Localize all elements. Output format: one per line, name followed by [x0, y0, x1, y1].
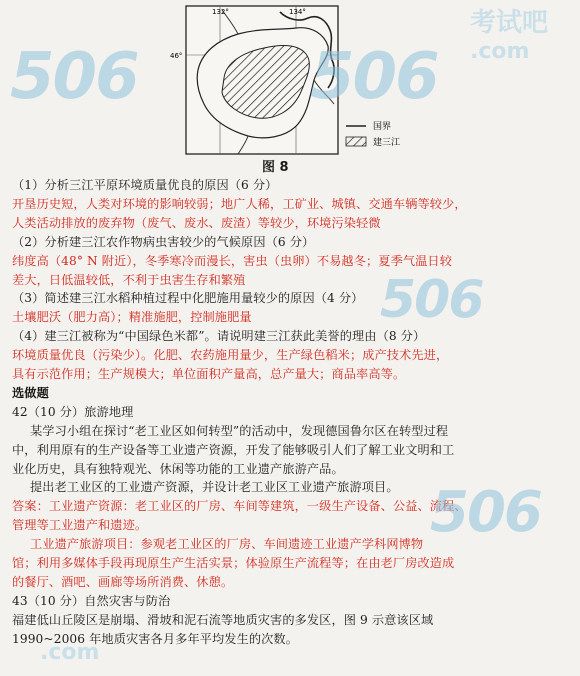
question-line: 提出老工业区的工业遗产资源，并设计老工业区工业遗产旅游项目。	[30, 480, 399, 495]
question-line: （1）分析三江平原环境质量优良的原因（6 分）	[12, 178, 278, 192]
figure-caption: 图 8	[262, 160, 289, 175]
answer-line: 馆；利用多媒体手段再现原生产生活实景；体验原生产流程等；在由老厂房改造成	[12, 556, 455, 570]
lat-label: 46°	[170, 52, 183, 60]
watermark-logo: 506	[10, 40, 138, 114]
answer-line: 管理等工业遗产和遗迹。	[12, 518, 148, 533]
question-line: 某学习小组在探讨“老工业区如何转型”的活动中，发现德国鲁尔区在转型过程	[30, 423, 449, 438]
watermark-logo: 506	[380, 270, 483, 330]
question-line: 1990~2006 年地质灾害各月多年平均发生的次数。	[12, 631, 299, 646]
lon-label-2: 134°	[289, 8, 306, 16]
watermark-logo: 506	[430, 480, 541, 545]
legend-border-label: 国界	[373, 122, 392, 132]
watermark-logo: 考试吧 .com	[470, 8, 549, 64]
question-line: （4）建三江被称为“中国绿色米都”。请说明建三江获此美誉的理由（8 分）	[12, 329, 426, 344]
lon-label-1: 132°	[212, 8, 229, 16]
watermark-logo: 506	[310, 40, 438, 114]
question-line: 业化历史，具有独特观光、休闲等功能的工业遗产旅游产品。	[12, 461, 344, 476]
question-line: 福建低山丘陵区是崩塌、滑坡和泥石流等地质灾害的多发区，图 9 示意该区域	[12, 612, 434, 627]
answer-line: 差大，日低温较低，不利于虫害生存和繁殖	[12, 272, 246, 287]
question-line: （2）分析建三江农作物病虫害较少的气候原因（6 分）	[12, 234, 315, 249]
map-figure	[168, 0, 436, 174]
answer-line: 纬度高（48° N 附近），冬季寒冷而漫长，害虫（虫卵）不易越冬；夏季气温日较	[12, 253, 453, 268]
question-line: 中，利用原有的生产设备等工业遗产资源，开发了能够吸引人们了解工业文明和工	[12, 442, 455, 457]
answer-line: 环境质量优良（污染少）。化肥、农药施用量少，生产绿色稻米；成产技术先进，	[12, 348, 449, 363]
legend-hatched-symbol	[346, 137, 366, 146]
question-line: （3）简述建三江水稻种植过程中化肥施用量较少的原因（4 分）	[12, 291, 364, 306]
watermark-logo: .com	[40, 640, 100, 665]
answer-line: 具有示范作用；生产规模大；单位面积产量高，总产量大；商品率高等。	[12, 367, 406, 381]
legend-hatched-label: 建三江	[373, 138, 401, 148]
answer-line: 开垦历史短，人类对环境的影响较弱；地广人稀，工矿业、城镇、交通车辆等较少，	[12, 196, 467, 211]
answer-line: 土壤肥沃（肥力高）；精准施肥，控制施肥量	[12, 310, 252, 325]
question-line: 42（10 分）旅游地理	[12, 404, 134, 419]
answer-line: 的餐厅、酒吧、画廊等场所消费、休憩。	[12, 574, 234, 589]
answer-line: 答案：工业遗产资源：老工业区的厂房、车间等建筑，一级生产设备、公益、流程、	[12, 499, 467, 514]
section-heading: 选做题	[12, 385, 49, 400]
answer-line: 人类活动排放的废弃物（废气、废水、废渣）等较少，环境污染轻微	[12, 215, 381, 230]
answer-line: 工业遗产旅游项目：参观老工业区的厂房、车间遗迹工业遗产学科网博物	[30, 537, 424, 552]
question-line: 43（10 分）自然灾害与防治	[12, 593, 171, 608]
map-graphic	[168, 0, 436, 174]
